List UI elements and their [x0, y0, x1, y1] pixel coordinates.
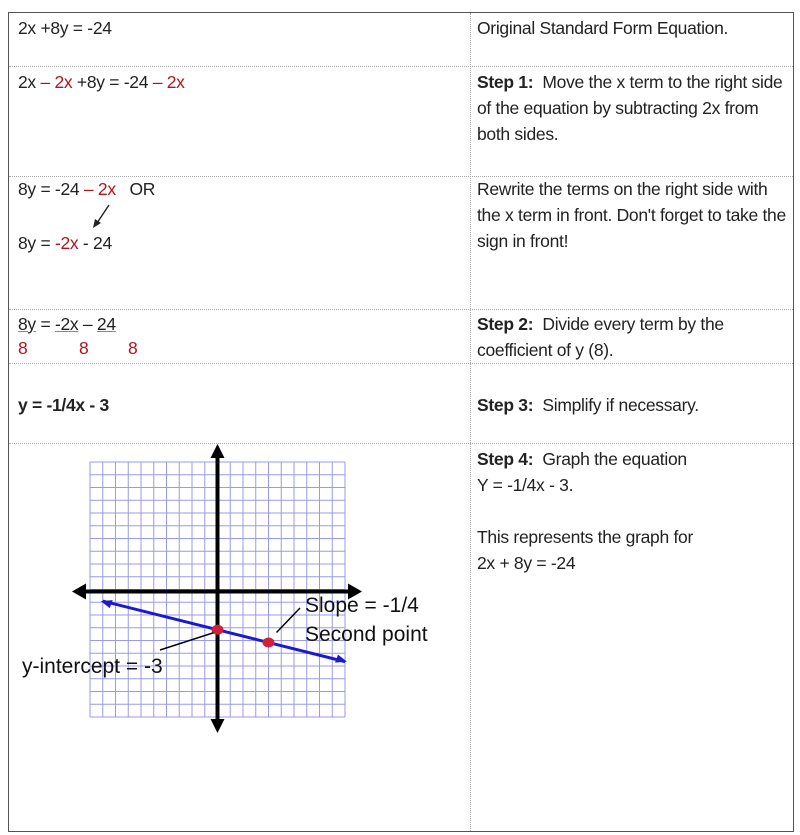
y-axis-arrow-bottom: [211, 719, 225, 733]
denominator: 8: [128, 338, 138, 358]
second-point: [263, 638, 275, 648]
line-graph: [0, 440, 470, 740]
step2-equation: 8y = -2x – 24: [18, 314, 116, 334]
row-divider: [9, 66, 793, 67]
step2-text: Step 2: Divide every term by the coefficient of y (8).: [477, 314, 724, 360]
step4-text: Step 4: Graph the equation Y = -1/4x - 3. This represents the graph for 2x + 8y = -24: [477, 449, 693, 573]
row-divider: [9, 363, 793, 364]
second-point-label: Second point: [305, 623, 428, 646]
rewrite-equation-1: 8y = -24 – 2x OR: [18, 179, 156, 199]
row-divider: [9, 309, 793, 310]
denominator: 8: [79, 338, 89, 358]
y-axis-arrow-top: [211, 444, 225, 458]
original-equation: 2x +8y = -24: [18, 18, 112, 38]
slope-label: Slope = -1/4: [305, 594, 419, 617]
original-label: Original Standard Form Equation.: [477, 18, 729, 38]
y-intercept-label: y-intercept = -3: [22, 655, 163, 678]
x-axis-arrow-left: [72, 584, 86, 600]
denominator: 8: [18, 338, 28, 358]
intercept-leader: [160, 633, 214, 650]
slope-intercept-equation: y = -1/4x - 3: [18, 395, 109, 415]
step3-text: Step 3: Simplify if necessary.: [477, 395, 699, 415]
column-divider: [470, 13, 471, 831]
slope-leader: [277, 608, 301, 633]
arrow-icon: [89, 203, 119, 231]
step1-text: Step 1: Move the x term to the right side of the equation by subtracting 2x from both sides.: [477, 72, 783, 144]
rewrite-text: Rewrite the terms on the right side with the x term in front. Don't forget to take the sign in front!: [477, 179, 786, 251]
step1-equation: 2x – 2x +8y = -24 – 2x: [18, 72, 185, 92]
rewrite-equation-2: 8y = -2x - 24: [18, 233, 112, 253]
